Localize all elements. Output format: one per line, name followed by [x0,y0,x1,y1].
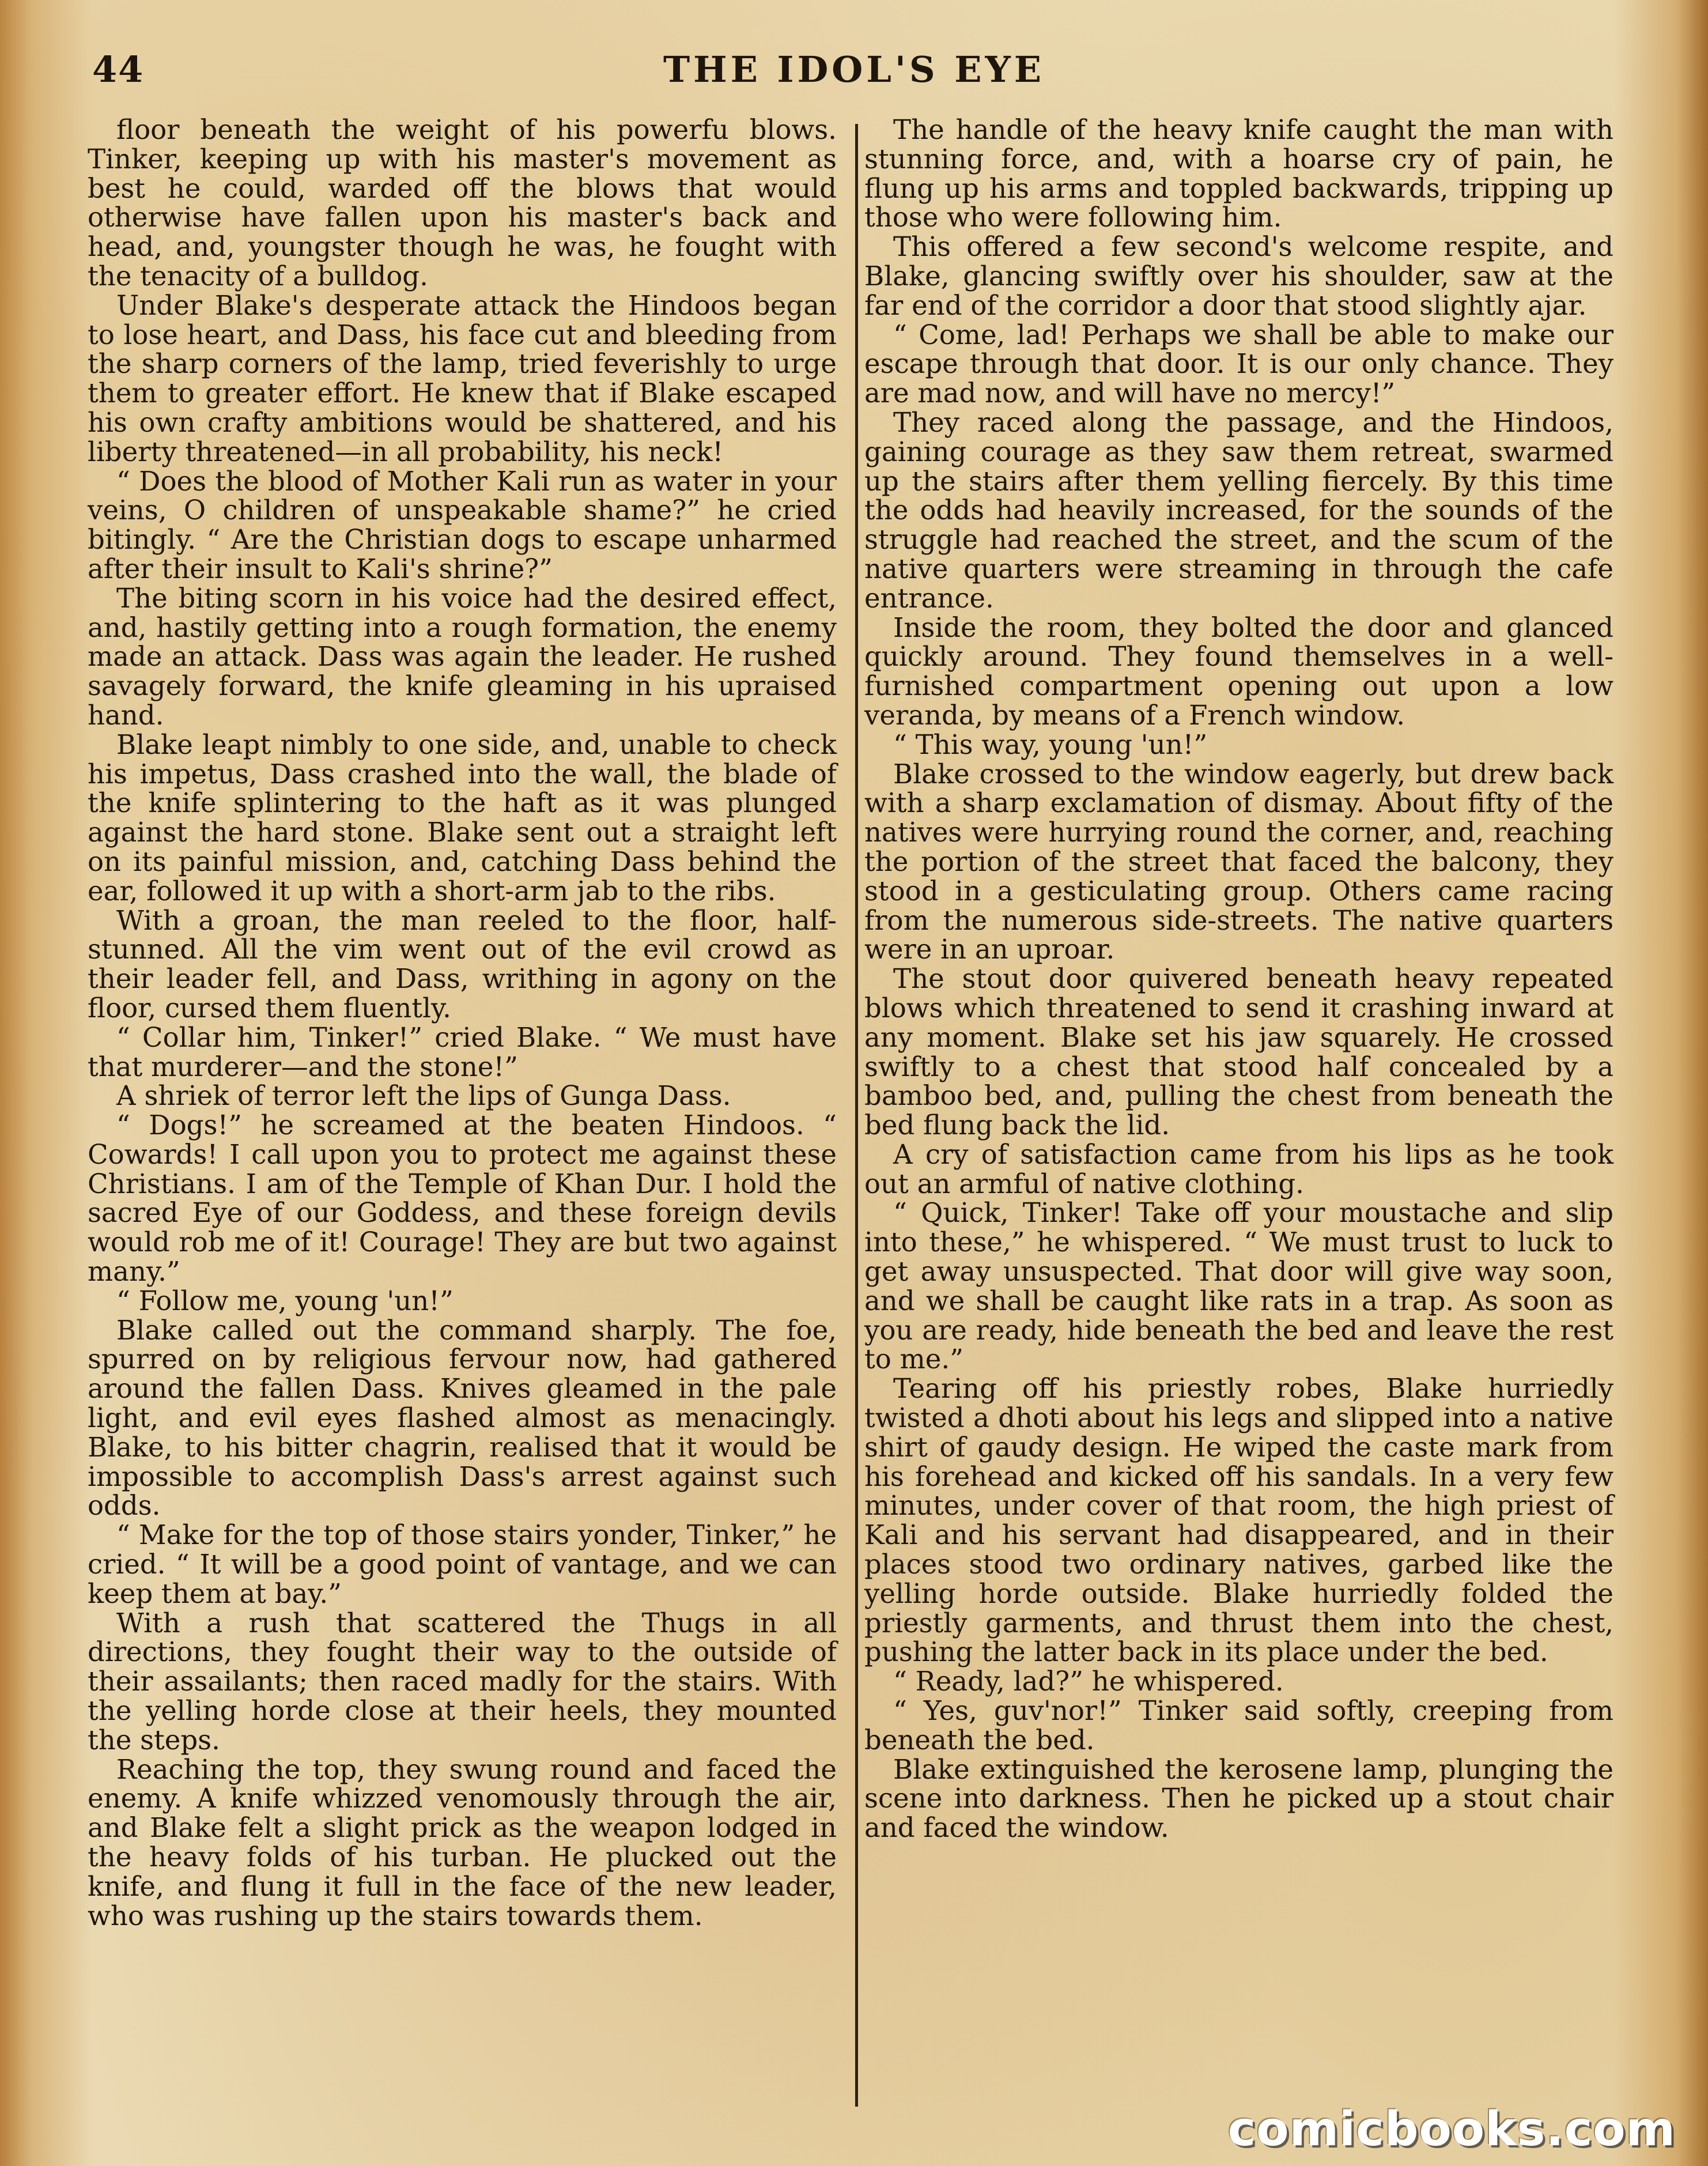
paragraph: “ Ready, lad?” he whispered. [893,1666,1284,1697]
paragraph: The handle of the heavy knife caught the man with stunning force, and, with a hoarse cry of pain, he flung up his arms and toppled backwards, tripping up those who were following him. [864,114,1613,233]
paragraph: Tearing off his priestly robes, Blake hurriedly twisted a dhoti about his legs and slipped into a native shirt of gaudy design. He wiped the caste mark from his forehead and kicked off his sandals. In a very few minutes, under cover of that room, the high priest of Kali and his servant had disappeared, and in their places stood two ordinary natives, garbed like the yelling horde outside. Blake hurriedly folded the priestly garments, and thrust them into the chest, pushing the latter back in its place under the bed. [864,1373,1613,1668]
running-title: THE IDOL'S EYE [663,48,1045,90]
paragraph: A cry of satisfaction came from his lips as he took out an armful of native clothing. [864,1138,1613,1199]
paragraph: Reaching the top, they swung round and faced the enemy. A knife whizzed venomously through the air, and Blake felt a slight prick as the weapon lodged in the heavy folds of his turban. He plucked out the knife, and flung it full in the face of the new leader, who was rushing up the stairs towards them. [88,1753,837,1931]
paragraph: “ Does the blood of Mother Kali run as water in your veins, O children of unspeakable shame?” he cried bitingly. “ Are the Christian dogs to escape unharmed after their insult to Kali's shrine?” [88,465,837,584]
paragraph: Blake called out the command sharply. The foe, spurred on by religious fervour now, had gathered around the fallen Dass. Knives gleamed in the pale light, and evil eyes flashed almost as menacingly. Blake, to his bitter chagrin, realised that it would be impossible to accomplish Dass's arrest against such odds. [88,1314,837,1522]
paragraph: “ Come, lad! Perhaps we shall be able to make our escape through that door. It is our only chance. They are mad now, and will have no mercy!” [864,319,1613,409]
left-column [88,115,837,1930]
paragraph: The biting scorn in his voice had the desired effect, and, hastily getting into a rough formation, the enemy made an attack. Dass was again the leader. He rushed savagely forward, the knife gleaming in his upraised hand. [88,582,837,731]
paragraph: With a groan, the man reeled to the floor, half-stunned. All the vim went out of the evil crowd as their leader fell, and Dass, writhing in agony on the floor, cursed them fluently. [88,904,837,1024]
paragraph: A shriek of terror left the lips of Gunga Dass. [116,1080,731,1112]
paragraph: Blake leapt nimbly to one side, and, unable to check his impetus, Dass crashed into the wall, the blade of the knife splintering to the haft as it was plunged against the hard stone. Blake sent out a straight left on its painful mission, and, catching Dass behind the ear, followed it up with a short-arm jab to the ribs. [88,729,837,907]
right-column [864,115,1613,1843]
paragraph: “ Quick, Tinker! Take off your moustache and slip into these,” he whispered. “ We must trust to luck to get away unsuspected. That door will give way soon, and we shall be caught like rats in a trap. As soon as you are ready, hide beneath the bed and leave the rest to me.” [864,1197,1613,1375]
paragraph: This offered a few second's welcome respite, and Blake, glancing swiftly over his shoulder, saw at the far end of the corridor a door that stood slightly ajar. [864,231,1613,321]
page-number: 44 [92,48,145,90]
paragraph: “ Collar him, Tinker!” cried Blake. “ We must have that murderer—and the stone!” [88,1021,837,1082]
paragraph: With a rush that scattered the Thugs in all directions, they fought their way to the outside of their assailants; then raced madly for the stairs. With the yelling horde close at their heels, they mounted the steps. [88,1607,837,1756]
paragraph: “ Make for the top of those stairs yonder, Tinker,” he cried. “ It will be a good point of vantage, and we can keep them at bay.” [88,1519,837,1609]
paragraph: They raced along the passage, and the Hindoos, gaining courage as they saw them retreat, swarmed up the stairs after them yelling fiercely. By this time the odds had heavily increased, for the sounds of the struggle had reached the street, and the scum of the native quarters were streaming in through the cafe entrance. [864,406,1613,614]
column-divider [855,124,858,2107]
page-header [0,48,1708,112]
paragraph: Blake extinguished the kerosene lamp, plunging the scene into darkness. Then he picked up a stout chair and faced the window. [864,1753,1613,1844]
paragraph: Blake crossed to the window eagerly, but drew back with a sharp exclamation of dismay. About fifty of the natives were hurrying round the corner, and, reaching the portion of the street that faced the balcony, they stood in a gesticulating group. Others came racing from the numerous side-streets. The native quarters were in an uproar. [864,758,1613,965]
paragraph: “ Yes, guv'nor!” Tinker said softly, creeping from beneath the bed. [864,1695,1613,1756]
paragraph: “ Dogs!” he screamed at the beaten Hindoos. “ Cowards! I call upon you to protect me against these Christians. I am of the Temple of Khan Dur. I hold the sacred Eye of our Goddess, and these foreign devils would rob me of it! Courage! They are but two against many.” [88,1110,837,1288]
paragraph: Inside the room, they bolted the door and glanced quickly around. They found themselves in a well-furnished compartment opening out upon a low veranda, by means of a French window. [864,612,1613,731]
paragraph: “ Follow me, young 'un!” [116,1285,454,1316]
watermark: comicbooks.com [1227,2102,1676,2157]
paragraph: “ This way, young 'un!” [893,729,1208,760]
paragraph: Under Blake's desperate attack the Hindoos began to lose heart, and Dass, his face cut and bleeding from the sharp corners of the lamp, tried feverishly to urge them to greater effort. He knew that if Blake escaped his own crafty ambitions would be shattered, and his liberty threatened—in all probability, his neck! [88,289,837,467]
paragraph: The stout door quivered beneath heavy repeated blows which threatened to send it crashing inward at any moment. Blake set his jaw squarely. He crossed swiftly to a chest that stood half concealed by a bamboo bed, and, pulling the chest from beneath the bed flung back the lid. [864,963,1613,1141]
paragraph: floor beneath the weight of his powerfu blows. Tinker, keeping up with his master's movement as best he could, warded off the blows that would otherwise have fallen upon his master's back and head, and, youngster though he was, he fought with the tenacity of a bulldog. [88,114,837,292]
